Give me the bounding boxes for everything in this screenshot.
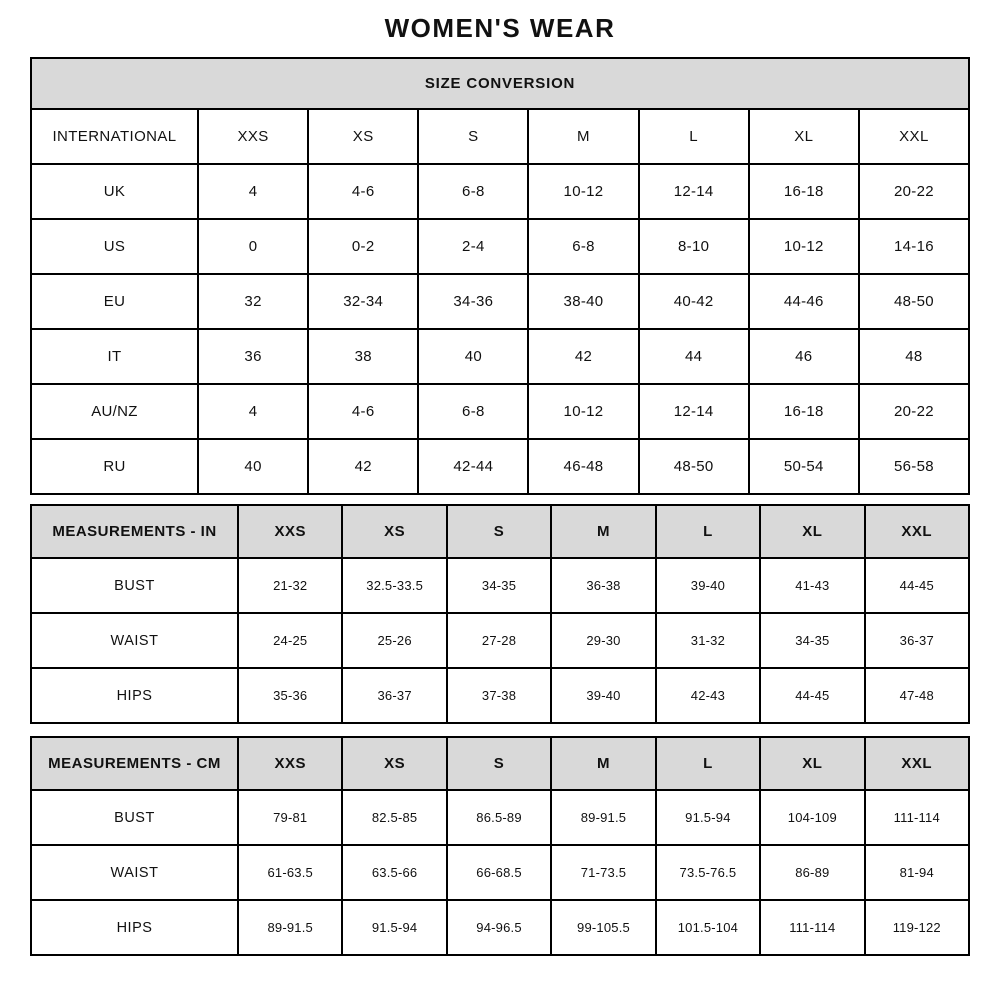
value-cell: 42-44 (418, 439, 528, 494)
value-cell: 48-50 (859, 274, 969, 329)
value-cell: 42 (528, 329, 638, 384)
row-label: RU (31, 439, 198, 494)
value-cell: 6-8 (528, 219, 638, 274)
table-row (31, 164, 969, 219)
value-cell: 36-37 (865, 613, 969, 668)
value-cell: 36-38 (551, 558, 655, 613)
value-cell: 29-30 (551, 613, 655, 668)
value-cell: 4-6 (308, 384, 418, 439)
value-cell: 32.5-33.5 (342, 558, 446, 613)
measurements-cm-table (30, 736, 970, 956)
header-row (31, 737, 969, 790)
value-cell: 46 (749, 329, 859, 384)
value-cell: 40-42 (639, 274, 749, 329)
value-cell: 48 (859, 329, 969, 384)
value-cell: 38 (308, 329, 418, 384)
value-cell: 81-94 (865, 845, 969, 900)
value-cell: 111-114 (865, 790, 969, 845)
column-header: XL (760, 505, 864, 558)
value-cell: 34-35 (760, 613, 864, 668)
value-cell: 44-45 (865, 558, 969, 613)
column-header: XS (342, 505, 446, 558)
column-header: XXS (238, 737, 342, 790)
value-cell: 4 (198, 164, 308, 219)
value-cell: 63.5-66 (342, 845, 446, 900)
table-row (31, 668, 969, 723)
table-row (31, 790, 969, 845)
row-label: AU/NZ (31, 384, 198, 439)
header-label: MEASUREMENTS - CM (31, 737, 238, 790)
value-cell: 32 (198, 274, 308, 329)
value-cell: 12-14 (639, 164, 749, 219)
column-header: M (551, 737, 655, 790)
value-cell: 47-48 (865, 668, 969, 723)
row-label: BUST (31, 790, 238, 845)
column-header: XS (308, 109, 418, 164)
value-cell: 44 (639, 329, 749, 384)
value-cell: 86.5-89 (447, 790, 551, 845)
value-cell: 20-22 (859, 164, 969, 219)
value-cell: 79-81 (238, 790, 342, 845)
value-cell: 34-36 (418, 274, 528, 329)
size-conversion-header (31, 58, 969, 164)
value-cell: 99-105.5 (551, 900, 655, 955)
value-cell: 24-25 (238, 613, 342, 668)
value-cell: 111-114 (760, 900, 864, 955)
value-cell: 56-58 (859, 439, 969, 494)
size-conversion-table (30, 57, 970, 495)
column-header: L (656, 737, 760, 790)
column-header: XL (749, 109, 859, 164)
value-cell: 31-32 (656, 613, 760, 668)
value-cell: 10-12 (749, 219, 859, 274)
table-row (31, 558, 969, 613)
value-cell: 42 (308, 439, 418, 494)
column-header: XXL (865, 505, 969, 558)
column-header: M (551, 505, 655, 558)
value-cell: 86-89 (760, 845, 864, 900)
value-cell: 44-45 (760, 668, 864, 723)
row-label: UK (31, 164, 198, 219)
value-cell: 16-18 (749, 384, 859, 439)
column-header: XXL (859, 109, 969, 164)
value-cell: 40 (198, 439, 308, 494)
table-row (31, 439, 969, 494)
value-cell: 50-54 (749, 439, 859, 494)
value-cell: 21-32 (238, 558, 342, 613)
value-cell: 16-18 (749, 164, 859, 219)
value-cell: 6-8 (418, 164, 528, 219)
value-cell: 42-43 (656, 668, 760, 723)
value-cell: 4-6 (308, 164, 418, 219)
value-cell: 32-34 (308, 274, 418, 329)
row-label: US (31, 219, 198, 274)
banner-row (31, 58, 969, 109)
column-header: XL (760, 737, 864, 790)
size_conversion-banner: SIZE CONVERSION (31, 58, 969, 109)
value-cell: 20-22 (859, 384, 969, 439)
value-cell: 94-96.5 (447, 900, 551, 955)
table-row (31, 900, 969, 955)
row-label: HIPS (31, 900, 238, 955)
column-header: L (639, 109, 749, 164)
column-header: L (656, 505, 760, 558)
row-label: WAIST (31, 613, 238, 668)
header-label: INTERNATIONAL (31, 109, 198, 164)
column-header: S (418, 109, 528, 164)
value-cell: 37-38 (447, 668, 551, 723)
value-cell: 36-37 (342, 668, 446, 723)
value-cell: 14-16 (859, 219, 969, 274)
header-label: MEASUREMENTS - IN (31, 505, 238, 558)
page-title: WOMEN'S WEAR (384, 13, 616, 43)
value-cell: 46-48 (528, 439, 638, 494)
column-header: M (528, 109, 638, 164)
column-header: XXL (865, 737, 969, 790)
value-cell: 66-68.5 (447, 845, 551, 900)
value-cell: 119-122 (865, 900, 969, 955)
size-conversion-body (31, 164, 969, 494)
measurements-in-header (31, 505, 969, 558)
value-cell: 10-12 (528, 164, 638, 219)
value-cell: 6-8 (418, 384, 528, 439)
value-cell: 91.5-94 (342, 900, 446, 955)
value-cell: 89-91.5 (551, 790, 655, 845)
column-header: S (447, 505, 551, 558)
column-header: XS (342, 737, 446, 790)
value-cell: 71-73.5 (551, 845, 655, 900)
column-header: XXS (238, 505, 342, 558)
value-cell: 39-40 (656, 558, 760, 613)
value-cell: 35-36 (238, 668, 342, 723)
table-row (31, 845, 969, 900)
column-header: S (447, 737, 551, 790)
header-row (31, 505, 969, 558)
value-cell: 10-12 (528, 384, 638, 439)
value-cell: 27-28 (447, 613, 551, 668)
value-cell: 82.5-85 (342, 790, 446, 845)
table-row (31, 219, 969, 274)
table-row (31, 329, 969, 384)
value-cell: 91.5-94 (656, 790, 760, 845)
value-cell: 36 (198, 329, 308, 384)
row-label: IT (31, 329, 198, 384)
value-cell: 4 (198, 384, 308, 439)
value-cell: 0-2 (308, 219, 418, 274)
value-cell: 8-10 (639, 219, 749, 274)
measurements-in-table (30, 504, 970, 724)
value-cell: 61-63.5 (238, 845, 342, 900)
value-cell: 101.5-104 (656, 900, 760, 955)
value-cell: 39-40 (551, 668, 655, 723)
value-cell: 48-50 (639, 439, 749, 494)
table-row (31, 613, 969, 668)
measurements-in-body (31, 558, 969, 723)
value-cell: 25-26 (342, 613, 446, 668)
value-cell: 44-46 (749, 274, 859, 329)
measurements-cm-body (31, 790, 969, 955)
value-cell: 73.5-76.5 (656, 845, 760, 900)
value-cell: 0 (198, 219, 308, 274)
value-cell: 2-4 (418, 219, 528, 274)
value-cell: 40 (418, 329, 528, 384)
row-label: HIPS (31, 668, 238, 723)
row-label: BUST (31, 558, 238, 613)
value-cell: 12-14 (639, 384, 749, 439)
measurements-cm-header (31, 737, 969, 790)
table-row (31, 274, 969, 329)
value-cell: 38-40 (528, 274, 638, 329)
column-header: XXS (198, 109, 308, 164)
table-row (31, 384, 969, 439)
row-label: EU (31, 274, 198, 329)
header-row (31, 109, 969, 164)
value-cell: 41-43 (760, 558, 864, 613)
value-cell: 34-35 (447, 558, 551, 613)
value-cell: 104-109 (760, 790, 864, 845)
row-label: WAIST (31, 845, 238, 900)
value-cell: 89-91.5 (238, 900, 342, 955)
